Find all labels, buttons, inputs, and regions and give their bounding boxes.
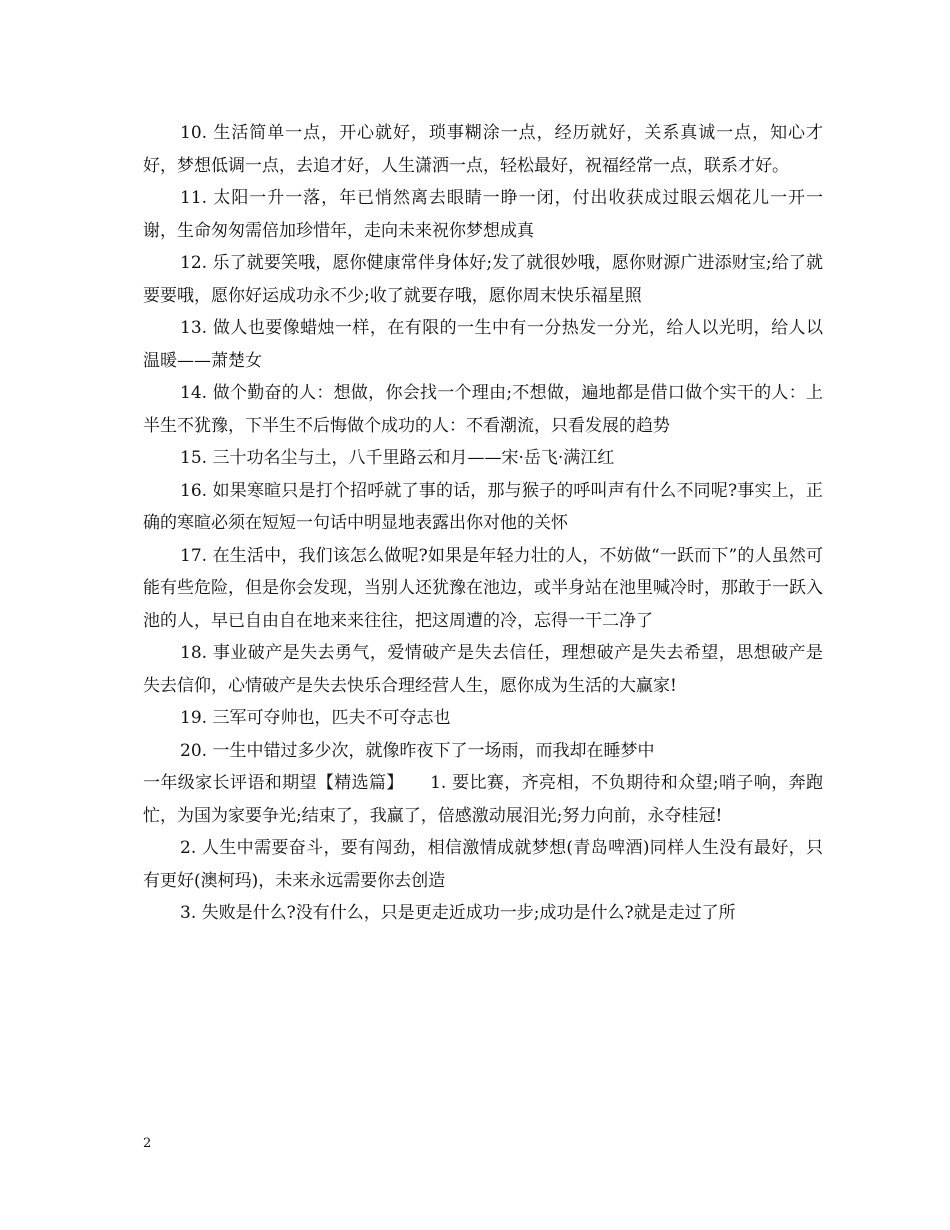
paragraph-10: 10. 生活简单一点，开心就好，琐事糊涂一点，经历就好，关系真诚一点，知心才好，梦想低调一点，去追才好，人生潇洒一点，轻松最好，祝福经常一点，联系才好。 [143, 123, 823, 176]
paragraph-13: 13. 做人也要像蜡烛一样，在有限的一生中有一分热发一分光，给人以光明，给人以温暖——萧楚女 [143, 318, 823, 371]
page-number: 2 [143, 1136, 152, 1151]
paragraph-20: 20. 一生中错过多少次，就像昨夜下了一场雨，而我却在睡梦中 [180, 740, 655, 761]
paragraph-14: 14. 做个勤奋的人：想做，你会找一个理由;不想做，遍地都是借口做个实干的人：上半生不犹豫，下半生不后悔做个成功的人：不看潮流，只看发展的趋势 [143, 383, 823, 436]
body-text [143, 117, 823, 930]
section-heading-paragraph: 一年级家长评语和期望【精选篇】 1. 要比赛，齐亮相，不负期待和众望;哨子响，奔跑忙，为国为家要争光;结束了，我赢了，倍感激动展泪光;努力向前，永夺桂冠! [143, 773, 823, 826]
paragraph-17: 17. 在生活中，我们该怎么做呢?如果是年轻力壮的人，不妨做“一跃而下”的人虽然可能有些危险，但是你会发现，当别人还犹豫在池边，或半身站在池里喊冷时，那敢于一跃入池的人，早已自由自在地来来往往，把这周遭的冷，忘得一干二净了 [143, 545, 823, 631]
paragraph-11: 11. 太阳一升一落，年已悄然离去眼睛一睁一闭，付出收获成过眼云烟花儿一开一谢，生命匆匆需倍加珍惜年，走向未来祝你梦想成真 [143, 188, 823, 241]
paragraph-2: 2. 人生中需要奋斗，要有闯劲，相信激情成就梦想(青岛啤酒)同样人生没有最好，只有更好(澳柯玛)，未来永远需要你去创造 [143, 838, 823, 891]
paragraph-3: 3. 失败是什么?没有什么，只是更走近成功一步;成功是什么?就是走过了所 [180, 903, 736, 923]
paragraph-19: 19. 三军可夺帅也，匹夫不可夺志也 [180, 708, 451, 728]
paragraph-15: 15. 三十功名尘与土，八千里路云和月——宋·岳飞·满江红 [180, 448, 615, 468]
paragraph-18: 18. 事业破产是失去勇气，爱情破产是失去信任，理想破产是失去希望，思想破产是失去信仰，心情破产是失去快乐合理经营人生，愿你成为生活的大赢家! [143, 643, 823, 696]
paragraph-16: 16. 如果寒暄只是打个招呼就了事的话，那与猴子的呼叫声有什么不同呢?事实上，正确的寒暄必须在短短一句话中明显地表露出你对他的关怀 [143, 480, 823, 533]
paragraph-12: 12. 乐了就要笑哦，愿你健康常伴身体好;发了就很妙哦，愿你财源广进添财宝;给了就要要哦，愿你好运成功永不少;收了就要存哦，愿你周末快乐福星照 [143, 253, 823, 306]
